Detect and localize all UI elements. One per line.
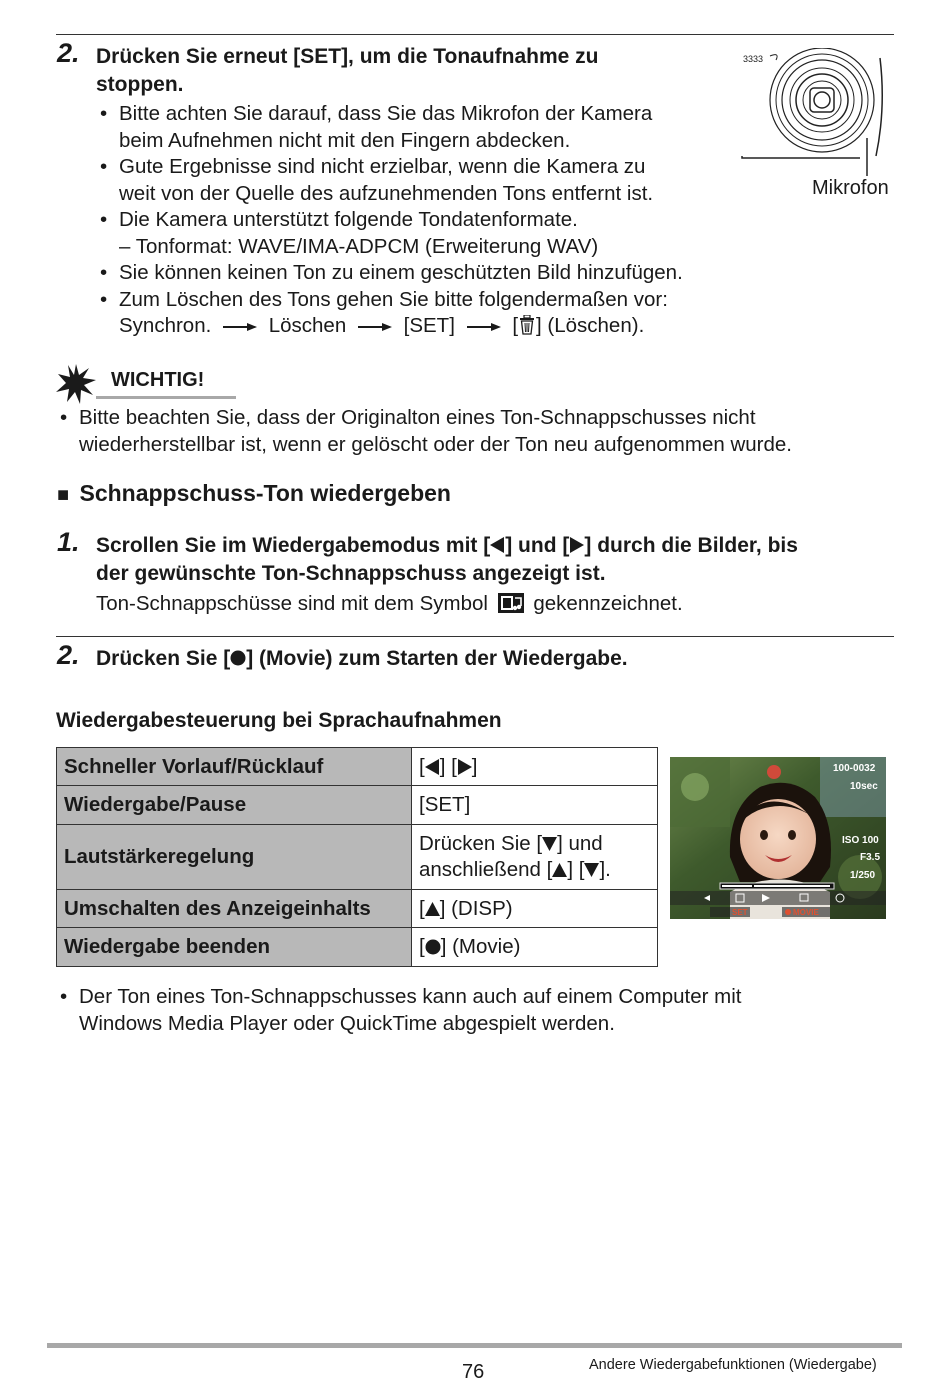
photo-duration: 10sec [850,781,878,792]
step-heading-line [96,532,896,560]
photo-shutter: 1/250 [850,870,876,881]
triangle-up-icon [425,902,440,916]
table-row [57,748,658,786]
control-key: Lautstärkeregelung [57,825,412,890]
step-notes [96,101,756,340]
arrow-right-icon [223,322,257,332]
bullet-text: • Bitte achten Sie darauf, dass Sie das Mikrofon der Kamera [119,102,653,125]
important-title: WICHTIG! [111,369,205,391]
photo-iso: ISO 100 [842,835,879,846]
triangle-left-icon [490,537,505,553]
step-number: 1. [57,527,80,557]
camera-model-text: 3333 [743,54,764,64]
control-value: [ ] [ ] [412,748,658,786]
path-step: Synchron. [119,314,212,337]
delete-path [119,313,756,340]
step-heading-line: Drücken Sie erneut [SET], um die Tonaufnahme zu [96,45,599,68]
format-line: – Tonformat: WAVE/IMA-ADPCM (Erweiterung WAV) [119,234,599,258]
path-step: Löschen [268,314,347,337]
heading-text: ] (Movie) zum Starten der Wiedergabe. [246,647,628,670]
step-number: 2. [57,640,80,670]
heading-text: ] durch die Bilder, bis [584,534,798,557]
controls-table [56,747,658,967]
photo-movie-label: MOVIE [793,908,819,917]
control-key: Wiedergabe/Pause [57,786,412,825]
path-bracket: ] (Löschen). [536,314,645,337]
photo-file-number: 100-0032 [833,763,876,774]
arrow-right-icon [467,322,501,332]
triangle-right-icon [457,759,472,775]
section-marker: ■ [57,484,70,506]
path-step: [SET] [403,314,455,337]
triangle-right-icon [569,537,584,553]
control-value: Drücken Sie [ ] und anschließend [ ] [ ]. [412,825,658,890]
record-dot-icon [425,939,441,955]
arrow-right-icon [358,322,392,332]
control-key: Schneller Vorlauf/Rücklauf [57,748,412,786]
table-row [57,825,658,890]
voice-snapshot-icon [498,593,524,613]
trash-icon [518,315,536,335]
bullet-item [96,154,756,207]
bullet-item [96,287,756,340]
table-row [57,890,658,928]
bullet-text: • Zum Löschen des Tons gehen Sie bitte folgendermaßen vor: [119,287,668,311]
important-underline [96,396,236,399]
bullet-text: • Sie können keinen Ton zu einem geschützten Bild hinzufügen. [119,261,683,284]
bullet-item [96,207,756,260]
triangle-down-icon [542,837,557,851]
footer-bar [47,1343,902,1348]
page-number: 76 [462,1361,485,1383]
bullet-text: • Bitte beachten Sie, dass der Originalton eines Ton-Schnappschusses nicht [79,406,756,429]
playback-screen-photo [670,757,886,919]
heading-text: Scrollen Sie im Wiedergabemodus mit [ [96,534,491,557]
photo-aperture: F3.5 [860,852,881,863]
table-row [57,786,658,825]
control-value: [ ] (DISP) [412,890,658,928]
note-text: gekennzeichnet. [533,592,683,615]
triangle-left-icon [425,759,440,775]
section-heading [57,480,451,507]
step-note [96,591,683,618]
bullet-item [96,101,756,154]
bullet-item [56,984,896,1037]
bullet-text: • Die Kamera unterstützt folgende Tondatenformate. [119,208,578,231]
bullet-item [96,260,756,287]
control-value: [SET] [412,786,658,825]
note-text: Ton-Schnappschüsse sind mit dem Symbol [96,592,488,615]
bullet-text: weit von der Quelle des aufzunehmenden Tons entfernt ist. [119,181,654,205]
step-number: 2. [57,38,80,68]
heading-text: Drücken Sie [ [96,647,231,670]
bullet-text: • Der Ton eines Ton-Schnappschusses kann auch auf einem Computer mit [79,985,742,1008]
control-key: Wiedergabe beenden [57,928,412,967]
bullet-item [56,405,896,458]
step-heading [96,532,896,588]
important-burst-icon [56,364,96,404]
triangle-up-icon [552,863,567,877]
step-heading-line: der gewünschte Ton-Schnappschuss angezeigt ist. [96,562,606,585]
control-value: [ ] (Movie) [412,928,658,967]
bullet-text: wiederherstellbar ist, wenn er gelöscht oder der Ton neu aufgenommen wurde. [79,432,792,456]
photo-set-label: SET [732,908,748,917]
bullet-text: • Gute Ergebnisse sind nicht erzielbar, wenn die Kamera zu [119,155,646,178]
step-heading [96,43,736,99]
controls-title: Wiedergabesteuerung bei Sprachaufnahmen [56,709,502,732]
divider [56,636,894,637]
control-key: Umschalten des Anzeigeinhalts [57,890,412,928]
step-heading-line: stoppen. [96,73,184,96]
footer-section: Andere Wiedergabefunktionen (Wiedergabe) [589,1357,877,1373]
bullet-text: Windows Media Player oder QuickTime abgespielt werden. [79,1011,615,1035]
bullet-text: beim Aufnehmen nicht mit den Fingern abdecken. [119,128,571,152]
top-rule [56,34,894,35]
section-title: Schnappschuss-Ton wiedergeben [79,480,451,506]
heading-text: ] und [ [505,534,570,557]
path-bracket: [ [512,314,519,337]
microphone-label: Mikrofon [812,177,889,199]
camera-microphone-illustration [740,48,892,188]
record-dot-icon [230,650,246,666]
table-row [57,928,658,967]
triangle-down-icon [584,863,599,877]
important-text [56,405,896,458]
final-note [56,984,896,1037]
step-heading [96,645,628,673]
